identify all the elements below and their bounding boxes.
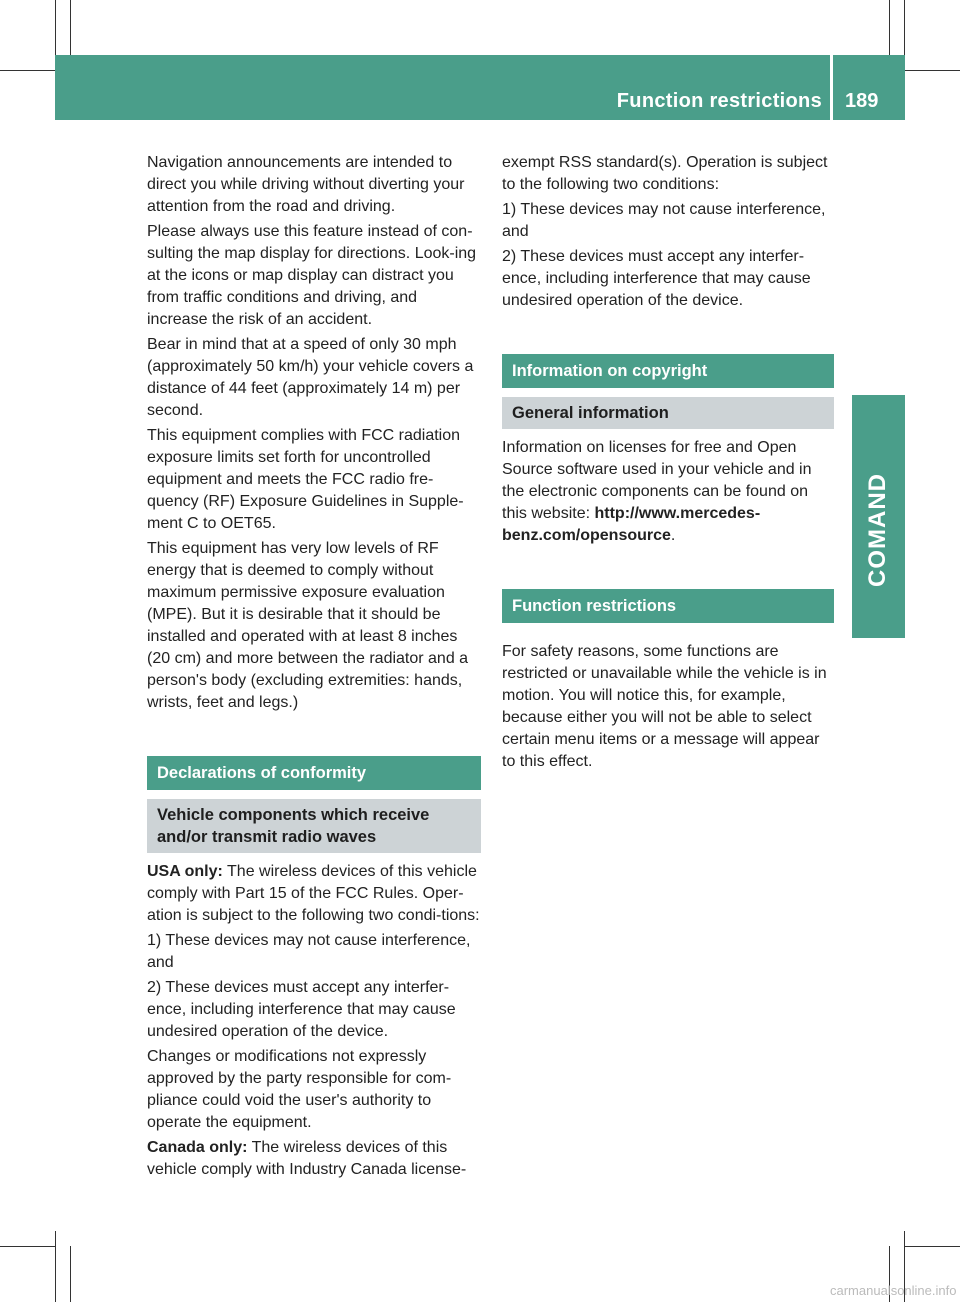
crop-mark: [889, 0, 890, 55]
page-title: Function restrictions: [616, 90, 822, 112]
paragraph: Navigation announcements are intended to direct you while driving without diverting your attention from the road and driving.: [147, 154, 465, 215]
crop-mark: [0, 1246, 55, 1247]
crop-mark: [905, 70, 960, 71]
paragraph: This equipment complies with FCC radiation exposure limits set forth for uncontrolled equipment and meets the FCC radio fre-quency (RF) Exposure Guidelines in Supple-ment C to OET65.: [147, 427, 464, 532]
paragraph: This equipment has very low levels of RF energy that is deemed to comply without maximum permissive exposure evaluation (MPE). But it is desirable that it should be installed and operated with at least 8 inches (20 cm) and more between the radiator and a person's body (excluding extremities: hands, wrists, feet and legs.): [147, 540, 469, 711]
paragraph: Please always use this feature instead of con-sulting the map display for directions. Look-ing at the icons or map display can distract you from traffic conditions and driving, and increase the risk of an accident.: [147, 223, 477, 328]
crop-mark: [70, 1246, 71, 1302]
crop-mark: [55, 1231, 56, 1302]
crop-mark: [0, 70, 55, 71]
paragraph: 2) These devices must accept any interfer-ence, including interference that may cause undesired operation of the device.: [147, 979, 456, 1040]
general-end: .: [670, 527, 676, 544]
paragraph: 1) These devices may not cause interference, and: [147, 932, 471, 971]
right-column: [502, 152, 834, 776]
section-heading-declarations: Declarations of conformity: [147, 756, 481, 790]
page-number: 189: [845, 90, 879, 112]
opensource-link[interactable]: http://www.mercedes-benz.com/opensource: [502, 505, 761, 544]
section-heading-function-restrictions: Function restrictions: [502, 589, 834, 623]
subheading-vehicle-components: Vehicle components which receive and/or transmit radio waves: [147, 799, 481, 853]
canada-text: The wireless devices of this vehicle comply with Industry Canada license-: [147, 1139, 467, 1178]
usa-text: The wireless devices of this vehicle comply with Part 15 of the FCC Rules. Oper-ation is subject to the following two condi-tions:: [147, 863, 480, 924]
paragraph-general: [502, 437, 834, 547]
crop-mark: [70, 0, 71, 55]
general-text: Information on licenses for free and Open Source software used in your vehicle and in the electronic components can be found on this website:: [502, 439, 812, 522]
crop-mark: [905, 1246, 960, 1247]
section-heading-copyright: Information on copyright: [502, 354, 834, 388]
paragraph: 1) These devices may not cause interference, and: [502, 201, 826, 240]
paragraph: Bear in mind that at a speed of only 30 mph (approximately 50 km/h) your vehicle covers a distance of 44 feet (approximately 14 m) per second.: [147, 336, 474, 419]
usa-label: USA only:: [147, 863, 223, 880]
paragraph-canada: [147, 1137, 481, 1181]
canada-label: Canada only:: [147, 1139, 248, 1156]
paragraph: exempt RSS standard(s). Operation is subject to the following two conditions:: [502, 154, 828, 193]
footer-watermark: carmanualsonline.info: [830, 1283, 957, 1298]
paragraph: For safety reasons, some functions are restricted or unavailable while the vehicle is in motion. You will notice this, for example, because either you will not be able to select certain menu items or a message will appear to this effect.: [502, 643, 827, 770]
side-tab-label: COMAND: [864, 473, 891, 587]
left-column: [147, 152, 481, 1184]
paragraph: 2) These devices must accept any interfer-ence, including interference that may cause undesired operation of the device.: [502, 248, 811, 309]
paragraph-usa: [147, 861, 481, 927]
paragraph: Changes or modifications not expressly approved by the party responsible for com-pliance could void the user's authority to operate the equipment.: [147, 1048, 452, 1131]
subheading-general-information: General information: [502, 397, 834, 429]
header-divider: [830, 55, 833, 120]
